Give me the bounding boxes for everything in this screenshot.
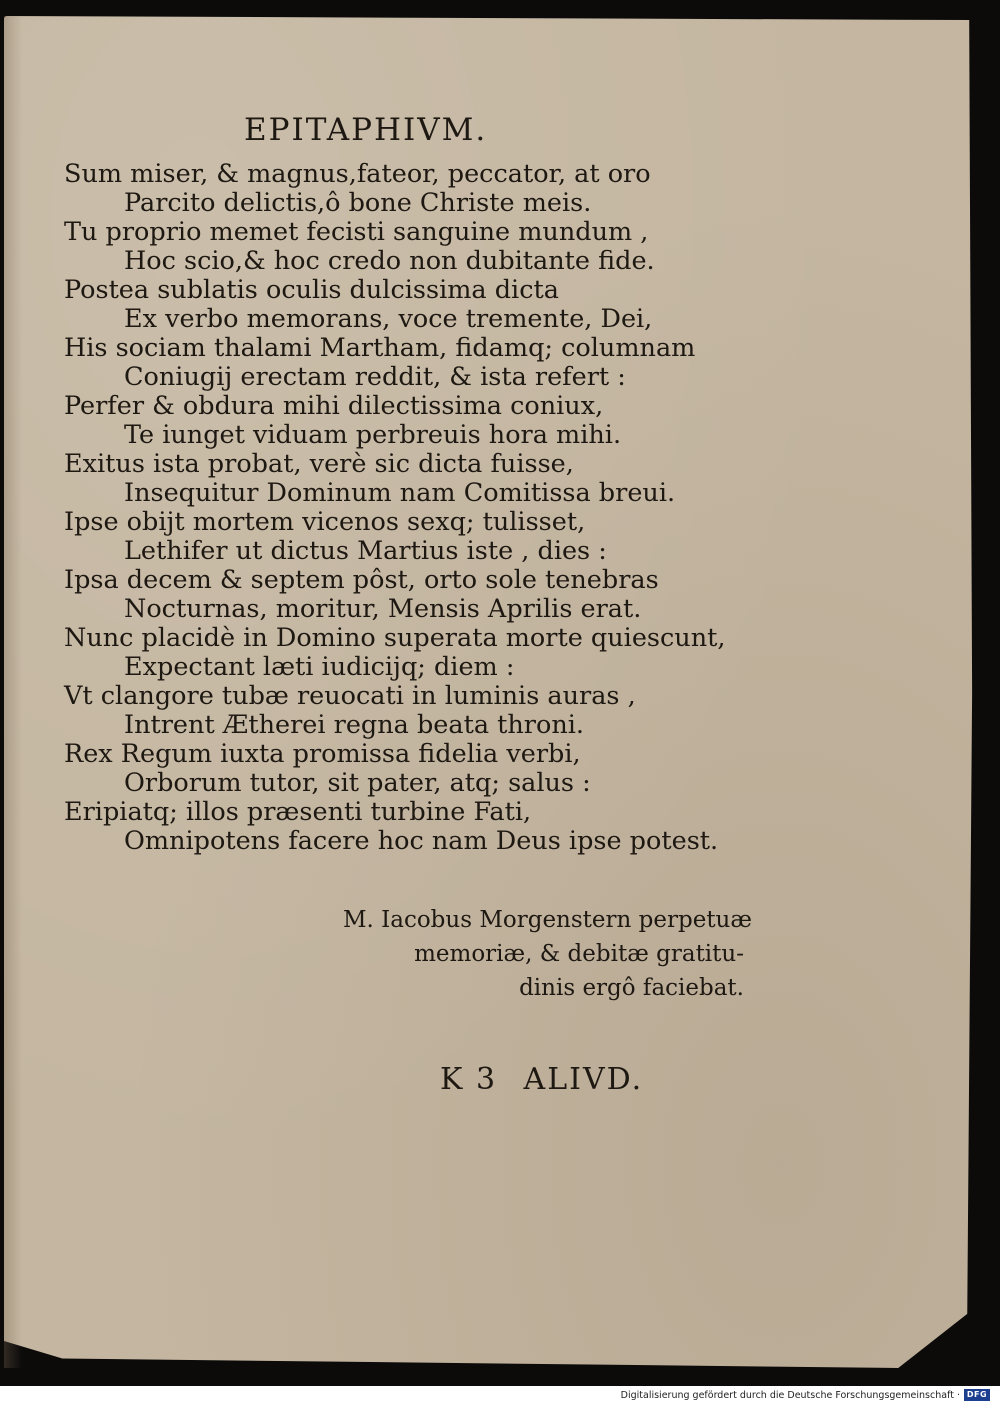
dfg-logo-icon: DFG — [964, 1389, 990, 1401]
poem-line: Coniugij erectam reddit, & ista refert : — [124, 362, 626, 392]
poem-line: Rex Regum iuxta promissa fidelia verbi, — [64, 739, 581, 769]
poem-line: His sociam thalami Martham, fidamq; columnam — [64, 333, 696, 363]
poem-line: Parcito delictis,ô bone Christe meis. — [124, 188, 592, 218]
epitaph-poem — [64, 160, 964, 856]
poem-line: Vt clangore tubæ reuocati in luminis auras , — [64, 681, 636, 711]
page-heading: EPITAPHIVM. — [244, 112, 488, 148]
signature-mark: K 3 — [440, 1062, 498, 1097]
poem-line: Lethifer ut dictus Martius iste , dies : — [124, 536, 607, 566]
poem-line: Exitus ista probat, verè sic dicta fuisse, — [64, 449, 574, 479]
poem-line: Hoc scio,& hoc credo non dubitante fide. — [124, 246, 655, 276]
poem-line: Sum miser, & magnus,fateor, peccator, at oro — [64, 159, 651, 189]
page-edge-shadow — [4, 16, 22, 1368]
poem-line: Ipsa decem & septem pôst, orto sole tenebras — [64, 565, 659, 595]
poem-line: Intrent Ætherei regna beata throni. — [124, 710, 585, 740]
poem-line: Omnipotens facere hoc nam Deus ipse potest. — [124, 826, 719, 856]
signature-line: memoriæ, & debitæ gratitu- — [414, 941, 744, 967]
poem-line: Orborum tutor, sit pater, atq; salus : — [124, 768, 591, 798]
poem-line: Nocturnas, moritur, Mensis Aprilis erat. — [124, 594, 642, 624]
author-signature — [342, 903, 752, 1005]
poem-line: Ipse obijt mortem vicenos sexq; tulisset, — [64, 507, 586, 537]
poem-line: Perfer & obdura mihi dilectissima coniux, — [64, 391, 604, 421]
poem-line: Expectant læti iudicijq; diem : — [124, 652, 515, 682]
poem-line: Nunc placidè in Domino superata morte quiescunt, — [64, 623, 726, 653]
poem-line: Eripiatq; illos præsenti turbine Fati, — [64, 797, 532, 827]
poem-line: Insequitur Dominum nam Comitissa breui. — [124, 478, 676, 508]
poem-line: Postea sublatis oculis dulcissima dicta — [64, 275, 559, 305]
poem-line: Tu proprio memet fecisti sanguine mundum , — [64, 217, 649, 247]
page-footer — [440, 1062, 643, 1097]
poem-line: Te iunget viduam perbreuis hora mihi. — [124, 420, 622, 450]
poem-line: Ex verbo memorans, voce tremente, Dei, — [124, 304, 653, 334]
digitization-credit: Digitalisierung gefördert durch die Deutsche Forschungsgemeinschaft · — [620, 1390, 960, 1401]
signature-line: dinis ergô faciebat. — [519, 975, 744, 1001]
signature-line: M. Iacobus Morgenstern perpetuæ — [342, 907, 752, 933]
catchword: ALIVD. — [523, 1062, 644, 1097]
